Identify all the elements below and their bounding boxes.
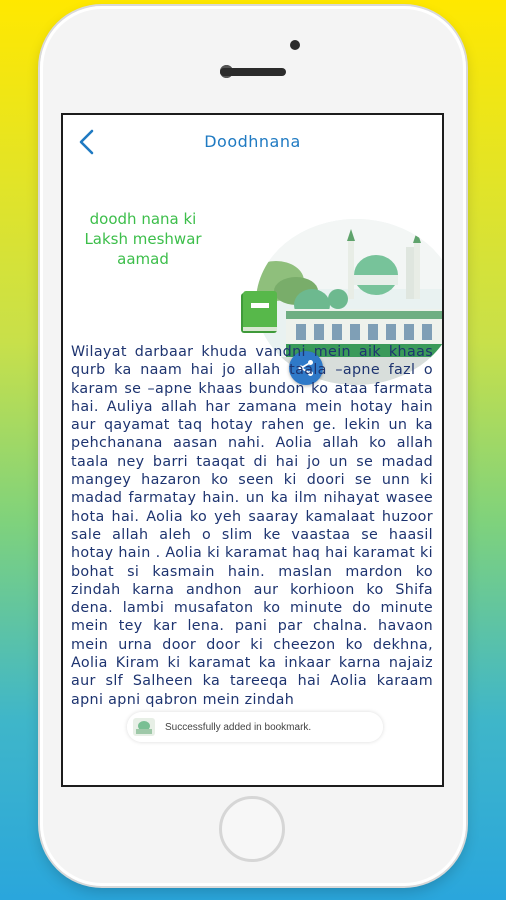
book-icon[interactable]: [239, 289, 281, 335]
toast-notification: [127, 712, 383, 742]
front-camera: [290, 40, 300, 50]
app-header: [63, 115, 442, 171]
earpiece-speaker: [220, 68, 286, 76]
app-thumbnail-icon: [133, 718, 155, 736]
page-title: Doodhnana: [204, 132, 301, 151]
hero-section: [63, 171, 442, 341]
toast-message: Successfully added in bookmark.: [165, 721, 312, 733]
home-button[interactable]: [219, 796, 285, 862]
article-body: Wilayat darbaar khuda vandni mein aik khaas qurb ka naam hai jo allah taala –apne fazl o karam se –apne khaas bundon ko ataa farmata hai. Auliya allah har zamana mein hotay hain aur qayamat taq hotay rahen ge. lekin un ka pehchanana aasan nahi. Aolia allah ko allah taala ney barri taaqat di hai jo un se madad mangey hazaron ko seen ki doori se unn ki madad farmatay hain. un ka ilm nihayat wasee hota hai. Aolia ko yeh saaray kamalaat huzoor sale allah aleh o slim ke vaastaa se haasil hotay hain . Aolia ki karamat haq hai karamat ki bohat si kasmain hain. maslan mardon ko zindah karna andhon aur korhioon ko Shifa dena. lambi musafaton ko minute do minute mein tey kar lena. pani par chalna. havaon mein urna door door ki cheezon ko dekhna, Aolia Kiram ki karamat ka inkaar karna najaiz aur slf Salheen ka tareeqa hai Aolia karaam apni apni qabron mein zindah: [71, 344, 433, 708]
article-subtitle: doodh nana ki Laksh meshwar aamad: [84, 210, 202, 268]
app-screen: [63, 115, 442, 785]
